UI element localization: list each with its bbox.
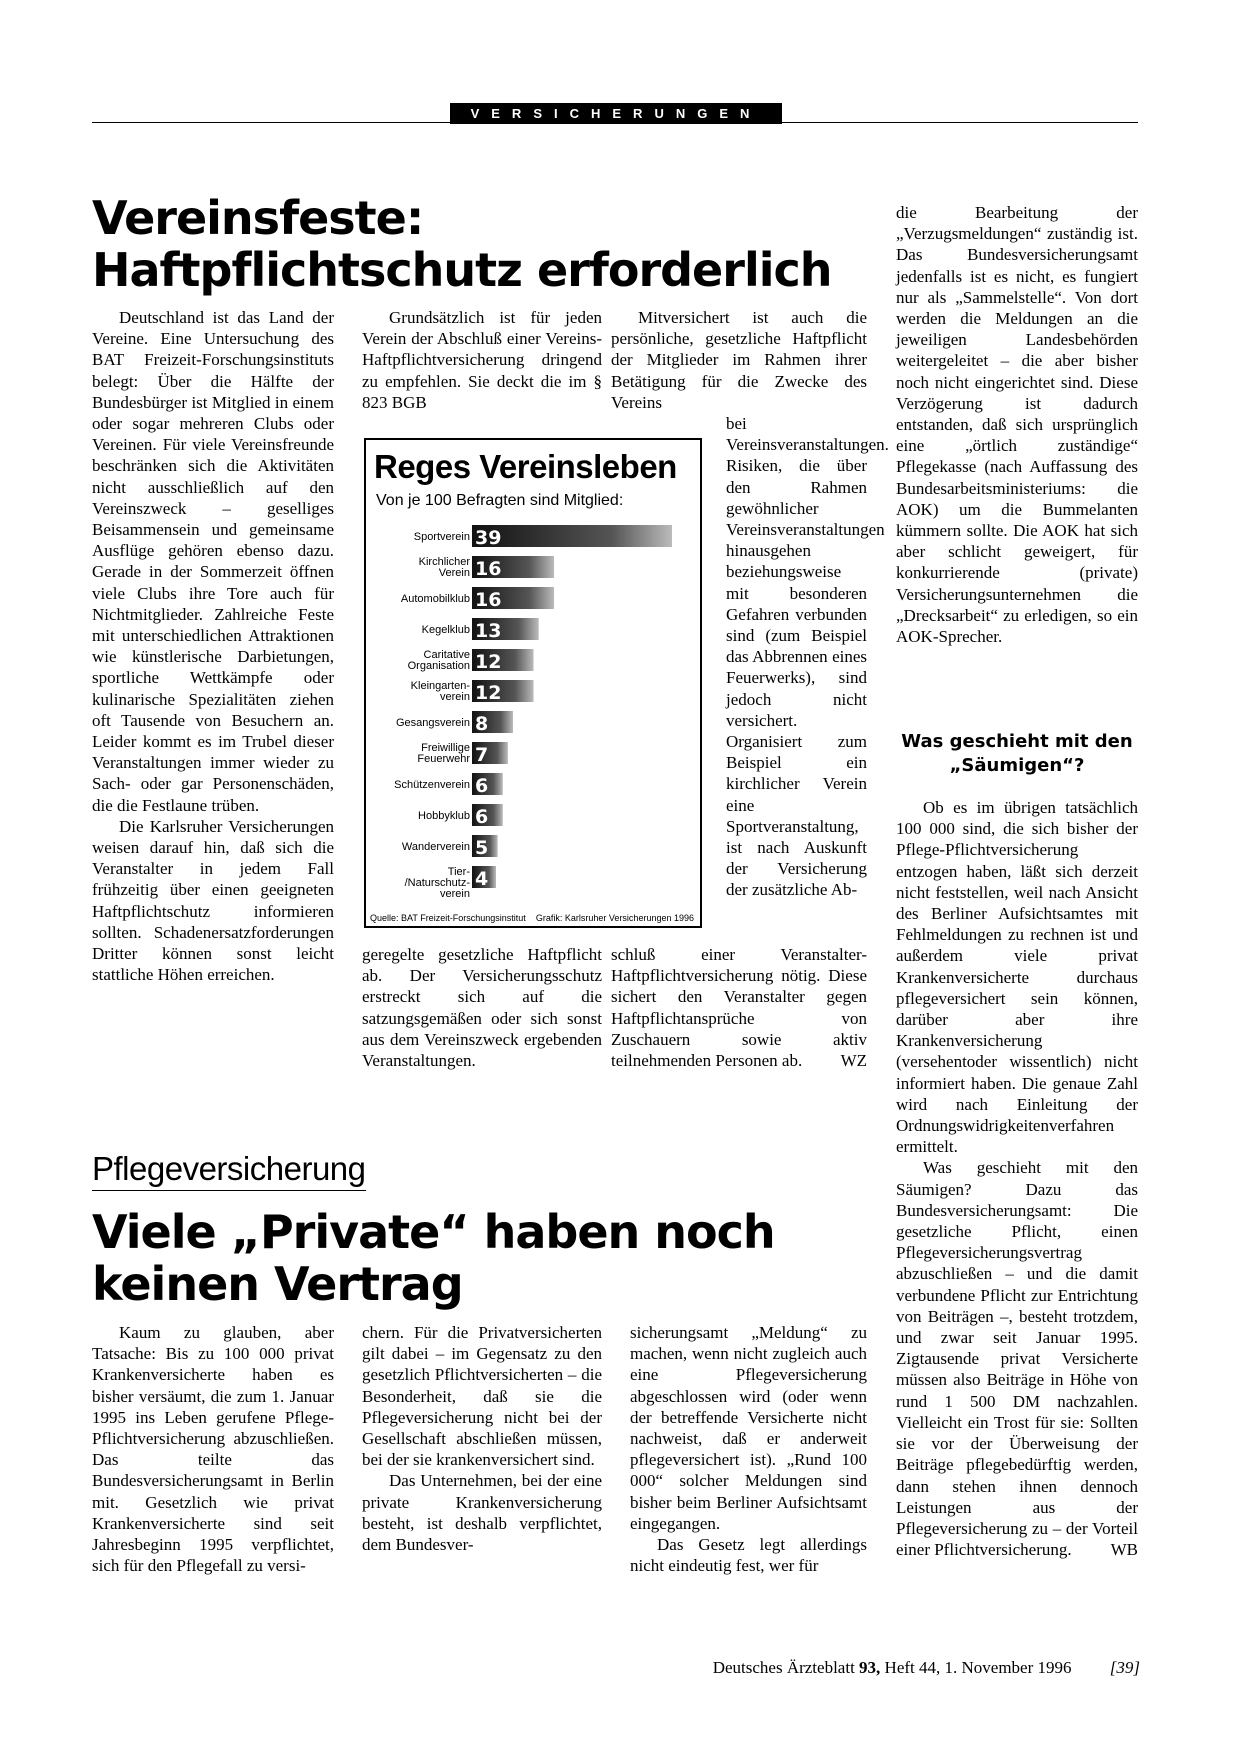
article1-col3-narrow-text: bei Vereinsveranstaltungen. Risiken, die über den Rahmen gewöhnlicher Vereinsveranstaltungen hinausgehen beziehungsweise mit besonderen Gefahren verbunden sind (zum Beispiel das Abbrennen eines Feuerwerks), sind jedoch nicht versichert. Organisiert zum Beispiel ein kirchlicher Verein eine Sportveranstaltung, ist nach Auskunft der Versicherung der zusätzliche Ab- [726,414,889,900]
article2-col1-text: Kaum zu glauben, aber Tatsache: Bis zu 100 000 privat Krankenversicherte haben es bisher versäumt, die zum 1. Januar 1995 ins Leben gerufene Pflege-Pflichtversicherung abzuschließen. Das teilte das Bundesversicherungsamt in Berlin mit. Gesetzlich wie privat Krankenversicherte sind seit Jahresbeginn 1995 verpflichtet, sich für den Pflegefall zu versi- [92,1323,334,1576]
chart-value-label: 12 [475,651,502,673]
chart-value-label: 16 [475,558,502,580]
chart-category-label: Freiwillige Feuerwehr [417,742,470,765]
chart-value-label: 12 [475,682,502,704]
chart-category-label: Schützenverein [394,779,470,791]
article2-title [92,1206,792,1311]
article1-column2-bottom [362,944,602,1071]
chart-source-left: Quelle: BAT Freizeit-Forschungsinstitut [370,913,526,923]
chart-reges-vereinsleben [364,438,702,928]
column4-top [896,202,1138,647]
article2-title-line2: keinen Vertrag [92,1257,463,1312]
article1-title [92,192,852,297]
column4-bottom [896,797,1138,1561]
article1-col1-paragraph1: Deutschland ist das Land der Vereine. Eine Untersuchung des BAT Freizeit-Forschungsinstituts belegt: Über die Hälfte der Bundesbürger ist Mitglied in einem oder sogar mehreren Clubs oder Vereinen. Für viele Vereinsfreunde beschränken sich die Aktivitäten nicht ausschließlich auf den Vereinszweck – geselliges Beisammensein und gemeinsame Ausflüge gehören ebenso dazu. Gerade in der Sommerzeit öffnen viele Clubs ihre Tore auch für Nichtmitglieder. Zahlreiche Feste mit unterschiedlichen Attraktionen wie künstlerische Darbietungen, sportliche Wettkämpfe oder kulinarische Spezialitäten ziehen oft Tausende von Besuchern an. Leider kommt es im Trubel dieser Veranstaltungen immer wieder zu Sach- oder gar Personenschäden, die die Festlaune trüben. [92,308,334,815]
article2-column2 [362,1322,602,1555]
chart-category-label: Kleingarten-verein [410,680,470,703]
article1-col2-top-text: Grundsätzlich ist für jeden Verein der Abschluß einer Vereins-Haftpflichtversicherung dringend zu empfehlen. Sie deckt die im § 823 BGB [362,308,602,412]
article1-title-line1: Vereinsfeste: [92,191,424,245]
column4-paragraph3: Was geschieht mit den Säumigen? Dazu das Bundesversicherungsamt: Die gesetzliche Pflicht, einen Pflegeversicherungsvertrag abzuschließen – und die damit verbundene Pflicht zur Entrichtung von Beiträgen –, besteht trotzdem, und zwar seit Januar 1995. Zigtausende privat Versicherte müssen also Beiträge in Höhe von rund 1 500 DM nachzahlen. Vielleicht ein Trost für sie: Sollten sie vor der Überweisung der Beiträge pflegebedürftig werden, dann stehen ihnen dennoch Leistungen aus der Pflegeversicherung zu – der Vorteil einer Pflichtversicherung. [896,1158,1138,1560]
chart-category-label: Caritative Organisation [407,649,470,672]
chart-category-label: Gesangsverein [396,717,470,729]
chart-value-label: 7 [475,744,489,766]
column4-subhead: Was geschieht mit den „Säumigen“? [901,731,1133,776]
chart-subtitle: Von je 100 Befragten sind Mitglied: [376,492,624,509]
article1-title-line2: Haftpflichtschutz erforderlich [92,243,832,298]
chart-value-label: 39 [475,527,502,549]
chart-value-label: 13 [475,620,502,642]
footer-journal: Deutsches Ärzteblatt [712,1658,855,1677]
article2-kicker: Pflegeversicherung [92,1150,366,1191]
article1-column1 [92,307,334,986]
article2-column1 [92,1322,334,1576]
chart-category-label: Tier-/Naturschutz-verein [404,866,470,900]
article1-col3-bottom-text: schluß einer Veranstalter-Haftpflichtversicherung nötig. Diese sichert den Veranstalter gegen Haftpflichtansprüche von Zuschauern sowie aktiv teilnehmenden Personen ab. [611,945,867,1071]
article1-column3-bottom [611,944,867,1071]
chart-bar [472,525,672,547]
chart-value-label: 8 [475,713,489,735]
column4-paragraph1: die Bearbeitung der „Verzugsmeldungen“ zuständig ist. Das Bundesversicherungsamt jedenfalls ist es nicht, es fungiert nur als „Sammelstelle“. Von dort werden die Meldungen an die jeweiligen Landesbehörden weitergeleitet – die aber bisher noch nicht eingerichtet sind. Diese Verzögerung ist dadurch entstanden, daß sich ursprünglich eine „örtlich zuständige“ Pflegekasse (nach Auffassung des Bundesarbeitsministeriums: die AOK) um die Bummelanten kümmern sollte. Die AOK hat sich aber schlicht geweigert, für konkurrierende (private) Versicherungsunternehmen die „Drecksarbeit“ zu erledigen, so ein AOK-Sprecher. [896,203,1138,647]
footer-volume: 93, [859,1658,881,1677]
footer-issue: Heft 44, 1. November 1996 [884,1658,1072,1677]
article2-col2-paragraph2: Das Unternehmen, bei der eine private Krankenversicherung besteht, ist deshalb verpflichtet, dem Bundesver- [362,1471,602,1555]
page-footer [713,1658,1140,1678]
chart-category-label: Kegelklub [421,624,470,636]
chart-source-right: Grafik: Karlsruher Versicherungen 1996 [535,913,694,923]
chart-category-label: Wanderverein [401,841,470,853]
article2-column3 [630,1322,867,1576]
chart-title: Reges Vereinsleben [374,448,677,485]
footer-page-number: [39] [1109,1658,1140,1677]
chart-value-label: 4 [475,868,489,890]
section-label: VERSICHERUNGEN [450,103,782,124]
article1-column3-top [611,307,867,413]
chart-category-label: Automobilklub [400,593,470,605]
chart-value-label: 6 [475,775,489,797]
chart-category-label: Kirchlicher Verein [418,556,470,579]
article2-title-line1: Viele „Private“ haben noch [92,1205,775,1259]
chart-value-label: 5 [475,837,489,859]
chart-value-label: 16 [475,589,502,611]
article1-col1-paragraph2: Die Karlsruher Versicherungen weisen darauf hin, daß sich die Veranstalter in jedem Fall frühzeitig über einen geeigneten Haftpflichtschutz informieren sollten. Schadenersatzforderungen Dritter können sonst leicht stattliche Höhen erreichen. [92,816,334,985]
article2-col3-paragraph1: sicherungsamt „Meldung“ zu machen, wenn nicht zugleich auch eine Pflegeversicherung abgeschlossen wird (oder wenn der betreffende Versicherte nicht nachweist, daß er anderweit pflegeversichert ist). „Rund 100 000“ solcher Meldungen sind bisher beim Berliner Aufsichtsamt eingegangen. [630,1323,867,1533]
chart-value-label: 6 [475,806,489,828]
chart-bars-area [366,520,700,906]
article1-column2-top [362,307,602,413]
article1-col2-bottom-text: geregelte gesetzliche Haftpflicht ab. Der Versicherungsschutz erstreckt sich auf die satzungsgemäßen oder sich sonst aus dem Vereinszweck ergebenden Veranstaltungen. [362,945,602,1071]
article1-col3-top-text: Mitversichert ist auch die persönliche, gesetzliche Haftpflicht der Mitglieder im Rahmen ihrer Betätigung für die Zwecke des Vereins [611,308,867,412]
chart-source [370,913,694,923]
article1-column3-narrow [726,413,889,901]
chart-category-label: Sportverein [413,531,470,543]
column4-signature: WB [1110,1540,1138,1560]
article1-signature: WZ [840,1051,867,1071]
article2-col3-paragraph2: Das Gesetz legt allerdings nicht eindeutig fest, wer für [630,1535,867,1576]
chart-category-label: Hobbyklub [418,810,470,822]
article2-col2-paragraph1: chern. Für die Privatversicherten gilt dabei – im Gegensatz zu den gesetzlich Pflichtversicherten – die Besonderheit, daß sie die Pflegeversicherung nicht bei der Gesellschaft abschließen müssen, bei der sie krankenversichert sind. [362,1323,602,1470]
column4-paragraph2: Ob es im übrigen tatsächlich 100 000 sind, die sich bisher der Pflege-Pflichtversicherung entzogen haben, läßt sich derzeit nicht feststellen, weil nach Ansicht des Berliner Aufsichtsamtes mit Fehlmeldungen zu rechnen ist und außerdem viele privat Krankenversicherte durchaus pflegeversichert sein können, darüber aber ihre Krankenversicherung (versehentoder wissentlich) nicht informiert haben. Die genaue Zahl wird nach Einleitung der Ordnungswidrigkeitenverfahren ermittelt. [896,798,1138,1157]
